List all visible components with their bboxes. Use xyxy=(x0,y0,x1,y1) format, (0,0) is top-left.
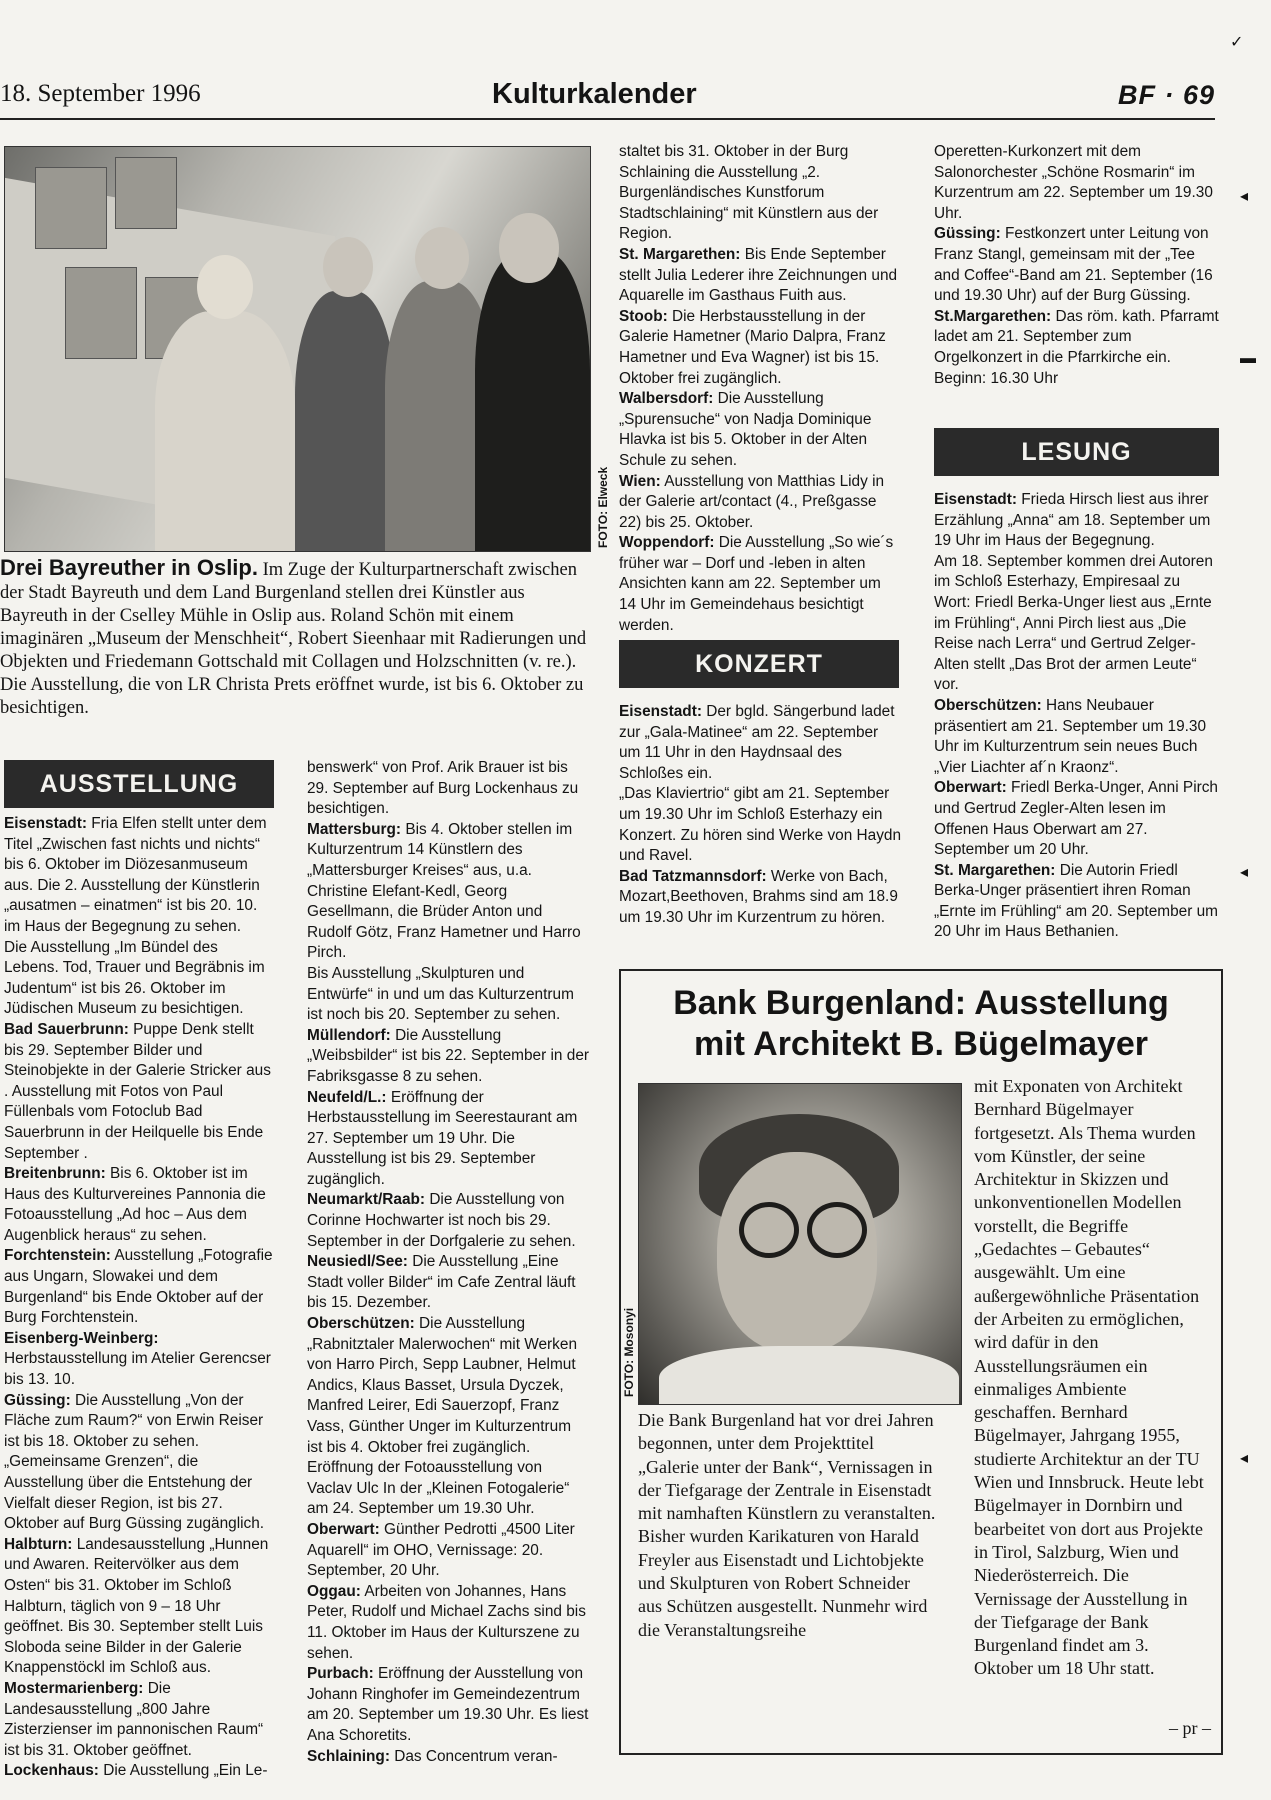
listing-place: Halbturn: xyxy=(4,1535,73,1553)
listing-text: Die Ausstellung „So wie´s früher war – Dorf und -leben in alten Ansichten kann am 22. September um 14 Uhr im Gemeindehaus besichtigt werden. xyxy=(619,534,894,634)
listing-text: „Gemeinsame Grenzen“, die Ausstellung über die Entstehung der Vielfalt dieser Region, ist bis 27. Oktober auf Burg Güssing zugänglich. xyxy=(4,1453,265,1533)
photo-credit: FOTO: Elweck xyxy=(596,466,610,548)
listing-text: Werke von Bach, Mozart,Beethoven, Brahms sind am 18.9 um 19.30 Uhr im Kurzentrum zu hören. xyxy=(619,867,898,926)
listing-item xyxy=(4,938,276,1020)
column-3-ausstellung xyxy=(619,142,902,636)
listing-text: Die Ausstellung „Von der Fläche zum Raum?“ von Erwin Reiser ist bis 18. Oktober zu sehen. xyxy=(4,1391,264,1450)
listing-place: Oggau: xyxy=(307,1582,361,1600)
listing-text: staltet bis 31. Oktober in der Burg Schlaining die Ausstellung „2. Burgenländisches Kunstforum Stadtschlaining“ mit Künstlern aus der Region. xyxy=(619,143,879,243)
photo-person-head xyxy=(499,213,559,283)
listing-item xyxy=(307,964,589,1026)
listing-text: Die Ausstellung „Rabnitztaler Malerwochen“ mit Werken von Harro Pirch, Sepp Laubner, Helmut Andics, Klaus Basset, Ursula Dyczek, Manfred Leirer, Edi Sauerzopf, Franz Vass, Günther Unger im Kulturzentrum ist bis 4. Oktober frei zugänglich. Eröffnung der Fotoausstellung von Vaclav Ulc In der „Kleinen Fotogalerie“ am 24. September um 19.30 Uhr. xyxy=(307,1315,577,1518)
column-4-lesung xyxy=(934,490,1219,943)
header-date: 18. September 1996 xyxy=(0,80,201,107)
photo-person xyxy=(295,291,395,551)
listing-place: Neumarkt/Raab: xyxy=(307,1191,426,1209)
listing-item xyxy=(307,1747,589,1768)
listing-text: Das Concentrum veran- xyxy=(394,1747,558,1765)
section-header-lesung: LESUNG xyxy=(934,428,1219,476)
listing-place: Bad Tatzmannsdorf: xyxy=(619,867,767,885)
glasses-icon xyxy=(807,1202,867,1258)
photo-person-head xyxy=(197,255,253,319)
listing-text: Frieda Hirsch liest aus ihrer Erzählung „Anna“ am 18. September um 19 Uhr im Haus der Begegnung. xyxy=(934,491,1211,550)
listing-item xyxy=(934,490,1219,552)
listing-item xyxy=(934,696,1219,778)
headline-line-1: Bank Burgenland: Ausstellung xyxy=(673,984,1169,1022)
listing-item xyxy=(934,307,1219,389)
listing-item xyxy=(307,1582,589,1664)
listing-text: Ausstellung „Fotografie aus Ungarn, Slowakei und dem Burgenland“ bis Ende Oktober auf der Burg Forchtenstein. xyxy=(4,1247,273,1327)
listing-item xyxy=(4,1391,276,1453)
listing-text: Eröffnung der Herbstausstellung im Seerestaurant am 27. September um 19 Uhr. Die Ausstellung ist bis 29. September zugänglich. xyxy=(307,1088,578,1188)
glasses-icon xyxy=(739,1202,799,1258)
listing-text: Friedl Berka-Unger, Anni Pirch und Gertrud Zegler-Alten lesen im Offenen Haus Oberwart am 27. September um 20 Uhr. xyxy=(934,779,1218,859)
listing-place: Mostermarienberg: xyxy=(4,1679,144,1697)
listing-text: Die Ausstellung von Corinne Hochwarter ist noch bis 29. September in der Dorfgalerie zu sehen. xyxy=(307,1191,576,1250)
bank-burgenland-article xyxy=(619,969,1223,1755)
listing-place: Güssing: xyxy=(934,225,1001,243)
listing-text: Bis 4. Oktober stellen im Kulturzentrum 14 Künstlern des „Mattersburger Kreises“ aus, u.a. Christine Elefant-Kedl, Georg Gesellmann, die Brüder Anton und Rudolf Götz, Franz Hametner und Harro Pirch. xyxy=(307,820,581,962)
listing-text: Bis Ende September stellt Julia Lederer ihre Zeichnungen und Aquarelle im Gasthaus Fuith aus. xyxy=(619,245,898,305)
listing-place: Oberwart: xyxy=(934,779,1007,797)
column-1 xyxy=(4,814,276,1782)
listing-place: Oberschützen: xyxy=(934,696,1042,714)
listing-text: Landesausstellung „Hunnen und Awaren. Reitervölker aus dem Osten“ bis 31. Oktober im Schloß Halbturn, täglich von 9 – 18 Uhr geöffnet. Bis 30. September stellt Luis Sloboda seine Bilder in der Galerie Knappenstöckl im Schloß aus. xyxy=(4,1535,269,1677)
listing-item xyxy=(934,142,1219,224)
caption-text: Im Zuge der Kulturpartnerschaft zwischen der Stadt Bayreuth und dem Land Burgenland stellen drei Künstler aus Bayreuth in der Cselley Mühle in Oslip aus. Roland Schön mit einem imaginären „Museum der Menschheit“, Robert Sieenhaar mit Radierungen und Objekten und Friedemann Gottschald mit Collagen und Holzschnitten (v. re.). Die Ausstellung, die von LR Christa Prets eröffnet wurde, ist bis 6. Oktober zu besichtigen. xyxy=(0,560,587,718)
photo-artwork xyxy=(115,157,177,229)
listing-text: Bis 6. Oktober ist im Haus des Kulturvereines Pannonia die Fotoausstellung „Ad hoc – Aus dem Augenblick heraus“ zu sehen. xyxy=(4,1165,266,1244)
photo-artwork xyxy=(65,267,137,359)
listing-text: Die Ausstellung „Weibsbilder“ ist bis 22. September in der Fabriksgasse 8 zu sehen. xyxy=(307,1026,589,1085)
listing-place: St. Margarethen: xyxy=(619,245,741,263)
listing-text: Festkonzert unter Leitung von Franz Stangl, gemeinsam mit der „Tee and Coffee“-Band am 21. September (16 und 19.30 Uhr) auf der Burg Güssing. xyxy=(934,225,1213,305)
listing-text: „Das Klaviertrio“ gibt am 21. September um 19.30 Uhr im Schloß Esterhazy ein Konzert. Zu hören sind Werke von Haydn und Ravel. xyxy=(619,785,902,865)
listing-item xyxy=(934,552,1219,696)
listing-text: Günther Pedrotti „4500 Liter Aquarell“ im OHO, Vernissage: 20. September, 20 Uhr. xyxy=(307,1520,575,1580)
listing-item xyxy=(307,1026,589,1088)
listing-place: Eisenberg-Weinberg: xyxy=(4,1329,159,1347)
listing-text: Die Ausstellung „Im Bündel des Lebens. Tod, Trauer und Begräbnis im Judentum“ ist bis 26. Oktober im Jüdischen Museum zu besichtigen. xyxy=(4,938,265,1018)
column-3-konzert xyxy=(619,702,902,929)
listing-text: Hans Neubauer präsentiert am 21. September um 19.30 Uhr im Kulturzentrum sein neues Buch „Vier Liachter af´n Kraonz“. xyxy=(934,696,1207,776)
listing-item xyxy=(4,1535,276,1679)
scan-mark-icon: ✓ xyxy=(1230,34,1244,51)
caption-headline: Drei Bayreuther in Oslip. xyxy=(0,555,258,580)
listing-place: Lockenhaus: xyxy=(4,1762,99,1780)
listing-item xyxy=(934,778,1219,860)
listing-item xyxy=(619,472,902,534)
article-paragraph: mit Exponaten von Architekt Bernhard Bügelmayer fortgesetzt. Als Thema wurden vom Künstler, der seine Architektur in Skizzen und unkonventionellen Modellen vorstellt, die Begriffe „Gedachtes – Gebautes“ ausgewählt. Um eine außergewöhnliche Präsentation der Arbeiten zu ermöglichen, wird dafür in den Ausstellungsräumen ein einmaliges Ambiente geschaffen. Bernhard Bügelmayer, Jahrgang 1955, studierte Architektur an der TU Wien und Innsbruck. Heute lebt Bügelmayer in Dornbirn und bearbeitet von dort aus Projekte in Tirol, Salzburg, Wien und Niederösterreich. Die Vernissage der Ausstellung in der Tiefgarage der Bank Burgenland findet am 3. Oktober um 18 Uhr statt. xyxy=(974,1076,1204,1679)
listing-text: Die Autorin Friedl Berka-Unger präsentiert ihren Roman „Ernte im Frühling“ am 20. September um 20 Uhr im Haus Bethanien. xyxy=(934,861,1218,941)
listing-place: Purbach: xyxy=(307,1665,374,1683)
photo-artwork xyxy=(35,167,107,249)
page-header xyxy=(0,78,1215,120)
listing-place: Oberwart: xyxy=(307,1520,380,1538)
listing-place: Neufeld/L.: xyxy=(307,1088,387,1106)
listing-place: Müllendorf: xyxy=(307,1026,391,1044)
listing-place: Forchtenstein: xyxy=(4,1247,111,1265)
listing-item xyxy=(4,1329,276,1391)
listing-item xyxy=(4,1761,276,1782)
listing-place: Schlaining: xyxy=(307,1747,390,1765)
listing-text: Arbeiten von Johannes, Hans Peter, Rudolf und Michael Zachs sind bis 11. Oktober im Haus der Kulturszene zu sehen. xyxy=(307,1582,586,1662)
article-text-left xyxy=(638,1409,938,1642)
listing-text: Das röm. kath. Pfarramt ladet am 21. September zum Orgelkonzert in die Pfarrkirche ein. Beginn: 16.30 Uhr xyxy=(934,307,1219,387)
listing-text: Bis Ausstellung „Skulpturen und Entwürfe“ in und um das Kulturzentrum ist noch bis 20. September zu sehen. xyxy=(307,964,574,1024)
listing-place: Stoob: xyxy=(619,307,668,325)
listing-text: Die Ausstellung „Ein Le- xyxy=(103,1762,268,1780)
article-headline xyxy=(621,983,1221,1065)
listing-place: Eisenstadt: xyxy=(4,815,87,832)
listing-item xyxy=(619,245,902,307)
listing-place: Breitenbrunn: xyxy=(4,1165,106,1183)
listing-text: Der bgld. Sängerbund ladet zur „Gala-Matinee“ am 22. September um 11 Uhr in den Haydnsaal des Schloßes ein. xyxy=(619,703,895,782)
header-section-title: Kulturkalender xyxy=(492,78,697,110)
section-header-konzert: KONZERT xyxy=(619,640,899,688)
listing-item xyxy=(4,1164,276,1246)
listing-item xyxy=(307,1314,589,1520)
listing-text: Herbstausstellung im Atelier Gerencser bis 13. 10. xyxy=(4,1350,271,1389)
portrait-credit: FOTO: Mosonyi xyxy=(622,1307,636,1397)
listing-text: Die Herbstausstellung in der Galerie Hametner (Mario Dalpra, Franz Hametner und Eva Wagner) ist bis 15. Oktober frei zugänglich. xyxy=(619,307,886,387)
listing-place: Güssing: xyxy=(4,1391,71,1409)
listing-item xyxy=(619,702,902,784)
listing-text: Die Ausstellung „Spurensuche“ von Nadja Dominique Hlavka ist bis 5. Oktober in der Alten Schule zu sehen. xyxy=(619,390,872,469)
listing-item xyxy=(4,814,276,938)
listing-place: Bad Sauerbrunn: xyxy=(4,1020,129,1038)
listing-place: Woppendorf: xyxy=(619,534,715,552)
listing-text: Am 18. September kommen drei Autoren im Schloß Esterhazy, Empiresaal zu Wort: Friedl Berka-Unger liest aus „Ernte im Frühling“, Anni Pirch liest aus „Die Reise nach Lerra“ und Gertrud Zelger-Alten stellt „Das Brot der armen Leute“ vor. xyxy=(934,552,1213,694)
listing-item xyxy=(619,867,902,929)
listing-place: Eisenstadt: xyxy=(619,703,702,720)
listing-place: Eisenstadt: xyxy=(934,491,1017,508)
listing-item xyxy=(307,820,589,964)
article-text-right xyxy=(974,1075,1210,1681)
portrait-shirt xyxy=(659,1346,959,1405)
column-4-konzert xyxy=(934,142,1219,389)
scan-mark-icon: ▬ xyxy=(1240,350,1256,367)
listing-text: Ausstellung von Matthias Lidy in der Galerie art/contact (4., Preßgasse 22) bis 25. Oktober. xyxy=(619,472,885,531)
listing-text: Operetten-Kurkonzert mit dem Salonorchester „Schöne Rosmarin“ im Kurzentrum am 22. September um 19.30 Uhr. xyxy=(934,143,1213,222)
listing-item xyxy=(307,758,589,820)
listing-place: Walbersdorf: xyxy=(619,390,714,408)
photo-person xyxy=(475,251,590,551)
gallery-photo xyxy=(4,146,591,552)
listing-place: Neusiedl/See: xyxy=(307,1253,408,1271)
photo-person-head xyxy=(415,227,469,289)
listing-place: Wien: xyxy=(619,472,661,490)
listing-item xyxy=(934,224,1219,306)
listing-text: Fria Elfen stellt unter dem Titel „Zwischen fast nichts und nichts“ bis 6. Oktober im Diözesanmuseum aus. Die 2. Ausstellung der Künstlerin „ausatmen – einatmen“ ist bis 20. 10. im Haus der Begegnung zu sehen. xyxy=(4,815,267,935)
listing-item xyxy=(619,533,902,636)
listing-item xyxy=(307,1190,589,1252)
photo-person xyxy=(155,311,295,551)
headline-line-2: mit Architekt B. Bügelmayer xyxy=(693,1025,1149,1063)
column-2 xyxy=(307,758,589,1767)
listing-text: Eröffnung der Ausstellung von Johann Ringhofer im Gemeindezentrum am 20. September um 19.30 Uhr. Es liest Ana Schoretits. xyxy=(307,1665,589,1744)
listing-place: Mattersburg: xyxy=(307,820,402,838)
article-signature: – pr – xyxy=(1169,1718,1211,1738)
listing-item xyxy=(619,784,902,866)
header-page-number: BF · 69 xyxy=(1117,80,1215,110)
listing-text: benswerk“ von Prof. Arik Brauer ist bis 29. September auf Burg Lockenhaus zu besichtigen. xyxy=(307,759,579,818)
scan-mark-icon: ◂ xyxy=(1240,1450,1249,1467)
listing-item xyxy=(4,1452,276,1534)
listing-place: Oberschützen: xyxy=(307,1315,415,1333)
listing-place: St. Margarethen: xyxy=(934,861,1056,879)
section-header-ausstellung: AUSSTELLUNG xyxy=(4,760,274,808)
listing-place: St.Margarethen: xyxy=(934,307,1052,325)
listing-item xyxy=(619,142,902,245)
listing-item xyxy=(307,1520,589,1582)
listing-item xyxy=(307,1252,589,1314)
listing-item xyxy=(307,1664,589,1746)
scan-mark-icon: ◂ xyxy=(1240,864,1249,881)
listing-item xyxy=(934,861,1219,943)
listing-item xyxy=(4,1020,276,1164)
listing-item xyxy=(4,1679,276,1761)
listing-item xyxy=(619,389,902,471)
listing-item xyxy=(619,307,902,389)
photo-person-head xyxy=(323,237,373,297)
listing-text: Die Ausstellung „Eine Stadt voller Bilder“ im Cafe Zentral läuft bis 15. Dezember. xyxy=(307,1253,576,1312)
listing-text: Die Landesausstellung „800 Jahre Zisterzienser im pannonischen Raum“ ist bis 31. Oktober geöffnet. xyxy=(4,1679,264,1759)
listing-item xyxy=(4,1246,276,1328)
scan-mark-icon: ◂ xyxy=(1240,188,1249,205)
listing-item xyxy=(307,1088,589,1191)
photo-caption xyxy=(0,556,590,720)
portrait-photo xyxy=(638,1083,962,1405)
article-paragraph: Die Bank Burgenland hat vor drei Jahren begonnen, unter dem Projekttitel „Galerie unter der Bank“, Vernissagen in der Tiefgarage der Zentrale in Eisenstadt mit namhaften Künstlern zu veranstalten. Bisher wurden Karikaturen von Harald Freyler aus Eisenstadt und Lichtobjekte und Skulpturen von Robert Schneider aus Schützen ausgestellt. Nunmehr wird die Veranstaltungsreihe xyxy=(638,1410,936,1640)
listing-text: Puppe Denk stellt bis 29. September Bilder und Steinobjekte in der Galerie Stricker aus . Ausstellung mit Fotos von Paul Füllenbals vom Fotoclub Bad Sauerbrunn in der Heilquelle bis Ende September . xyxy=(4,1020,271,1162)
